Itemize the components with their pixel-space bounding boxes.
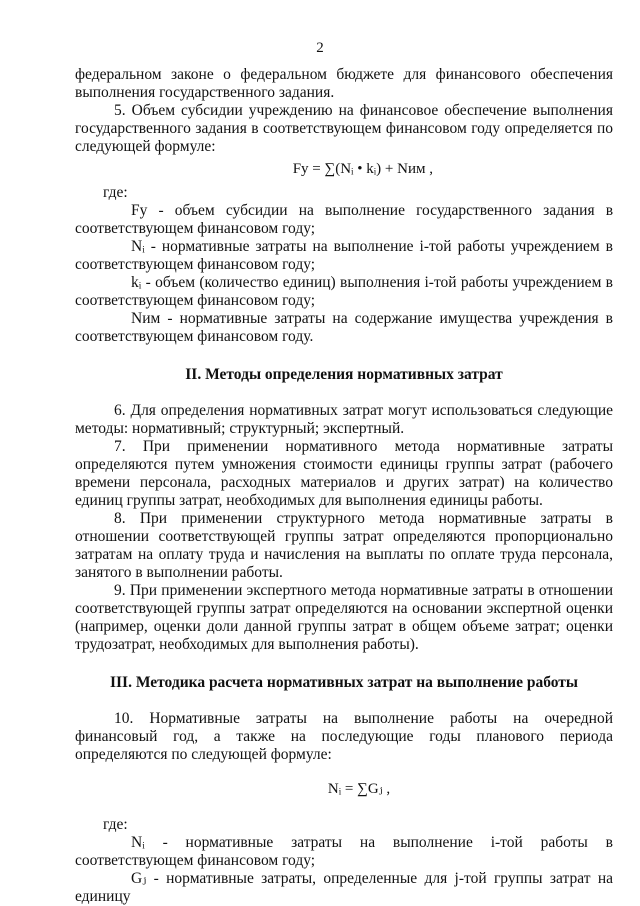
definition-text: - нормативные затраты, определенные для j-той группы затрат на единицу	[75, 870, 614, 905]
definition-symbol: Fу	[131, 202, 148, 219]
paragraph-10: 10. Нормативные затраты на выполнение работы на очередной финансовый год, а также на последующие годы планового периода определяются по следующей формуле:	[75, 710, 613, 763]
definition-ni	[75, 238, 613, 274]
paragraph-7: 7. При применении нормативного метода нормативные затраты определяются путем умножения стоимости единицы группы затрат (рабочего времени персонала, расходных материалов и других затрат) на количество единиц группы затрат, необходимых для выполнения единицы работы.	[75, 438, 613, 509]
definition-ni-2	[75, 834, 613, 870]
definition-symbol: kᵢ	[131, 274, 142, 291]
paragraph-5: 5. Объем субсидии учреждению на финансовое обеспечение выполнения государственного задания в соответствующем финансовом году определяется по следующей формуле:	[75, 102, 613, 155]
section-2-title: II. Методы определения нормативных затрат	[185, 366, 503, 383]
where-label: где:	[103, 816, 128, 833]
definition-text: - объем субсидии на выполнение государственного задания в соответствующем финансовом году;	[75, 202, 614, 237]
definition-symbol: Gⱼ	[131, 870, 147, 887]
definition-gj	[75, 870, 613, 906]
definition-text: - нормативные затраты на содержание имущества учреждения в соответствующем финансовом году.	[75, 310, 613, 345]
section-3-title: III. Методика расчета нормативных затрат на выполнение работы	[109, 674, 579, 691]
page-number: 2	[316, 40, 324, 56]
definition-text: - нормативные затраты на выполнение i-той работы учреждением в соответствующем финансовом году;	[75, 238, 613, 273]
subsidy-formula: Fу = ∑(Nᵢ • kᵢ) + Nим ,	[292, 161, 433, 177]
where-label: где:	[103, 184, 128, 201]
paragraph-8: 8. При применении структурного метода нормативные затраты в отношении соответствующей группы затрат определяются пропорционально затратам на оплату труда и начисления на выплаты по оплате труда персонала, занятого в выполнении работы.	[75, 510, 613, 581]
document-body	[75, 66, 613, 906]
definition-ki	[75, 274, 613, 310]
intro-continuation: федеральном законе о федеральном бюджете для финансового обеспечения выполнения государственного задания.	[75, 66, 613, 101]
paragraph-9: 9. При применении экспертного метода нормативные затраты в отношении соответствующей группы затрат определяются на основании экспертной оценки (например, оценки доли данной группы затрат в общем объеме затрат; оценки трудозатрат, необходимых для выполнения работы).	[75, 582, 613, 653]
normative-cost-formula: Nᵢ = ∑Gⱼ ,	[327, 781, 391, 797]
definition-symbol: Nᵢ	[131, 238, 145, 255]
definition-text: - нормативные затраты на выполнение i-той работы в соответствующем финансовом году;	[75, 834, 613, 869]
definition-nim	[75, 310, 613, 346]
paragraph-6: 6. Для определения нормативных затрат могут использоваться следующие методы: нормативный; структурный; экспертный.	[75, 402, 613, 437]
definition-symbol: Nим	[131, 310, 161, 327]
definition-text: - объем (количество единиц) выполнения i-той работы учреждением в соответствующем финансовом году;	[75, 274, 613, 309]
definition-symbol: Nᵢ	[131, 834, 145, 851]
definition-fy	[75, 202, 613, 238]
